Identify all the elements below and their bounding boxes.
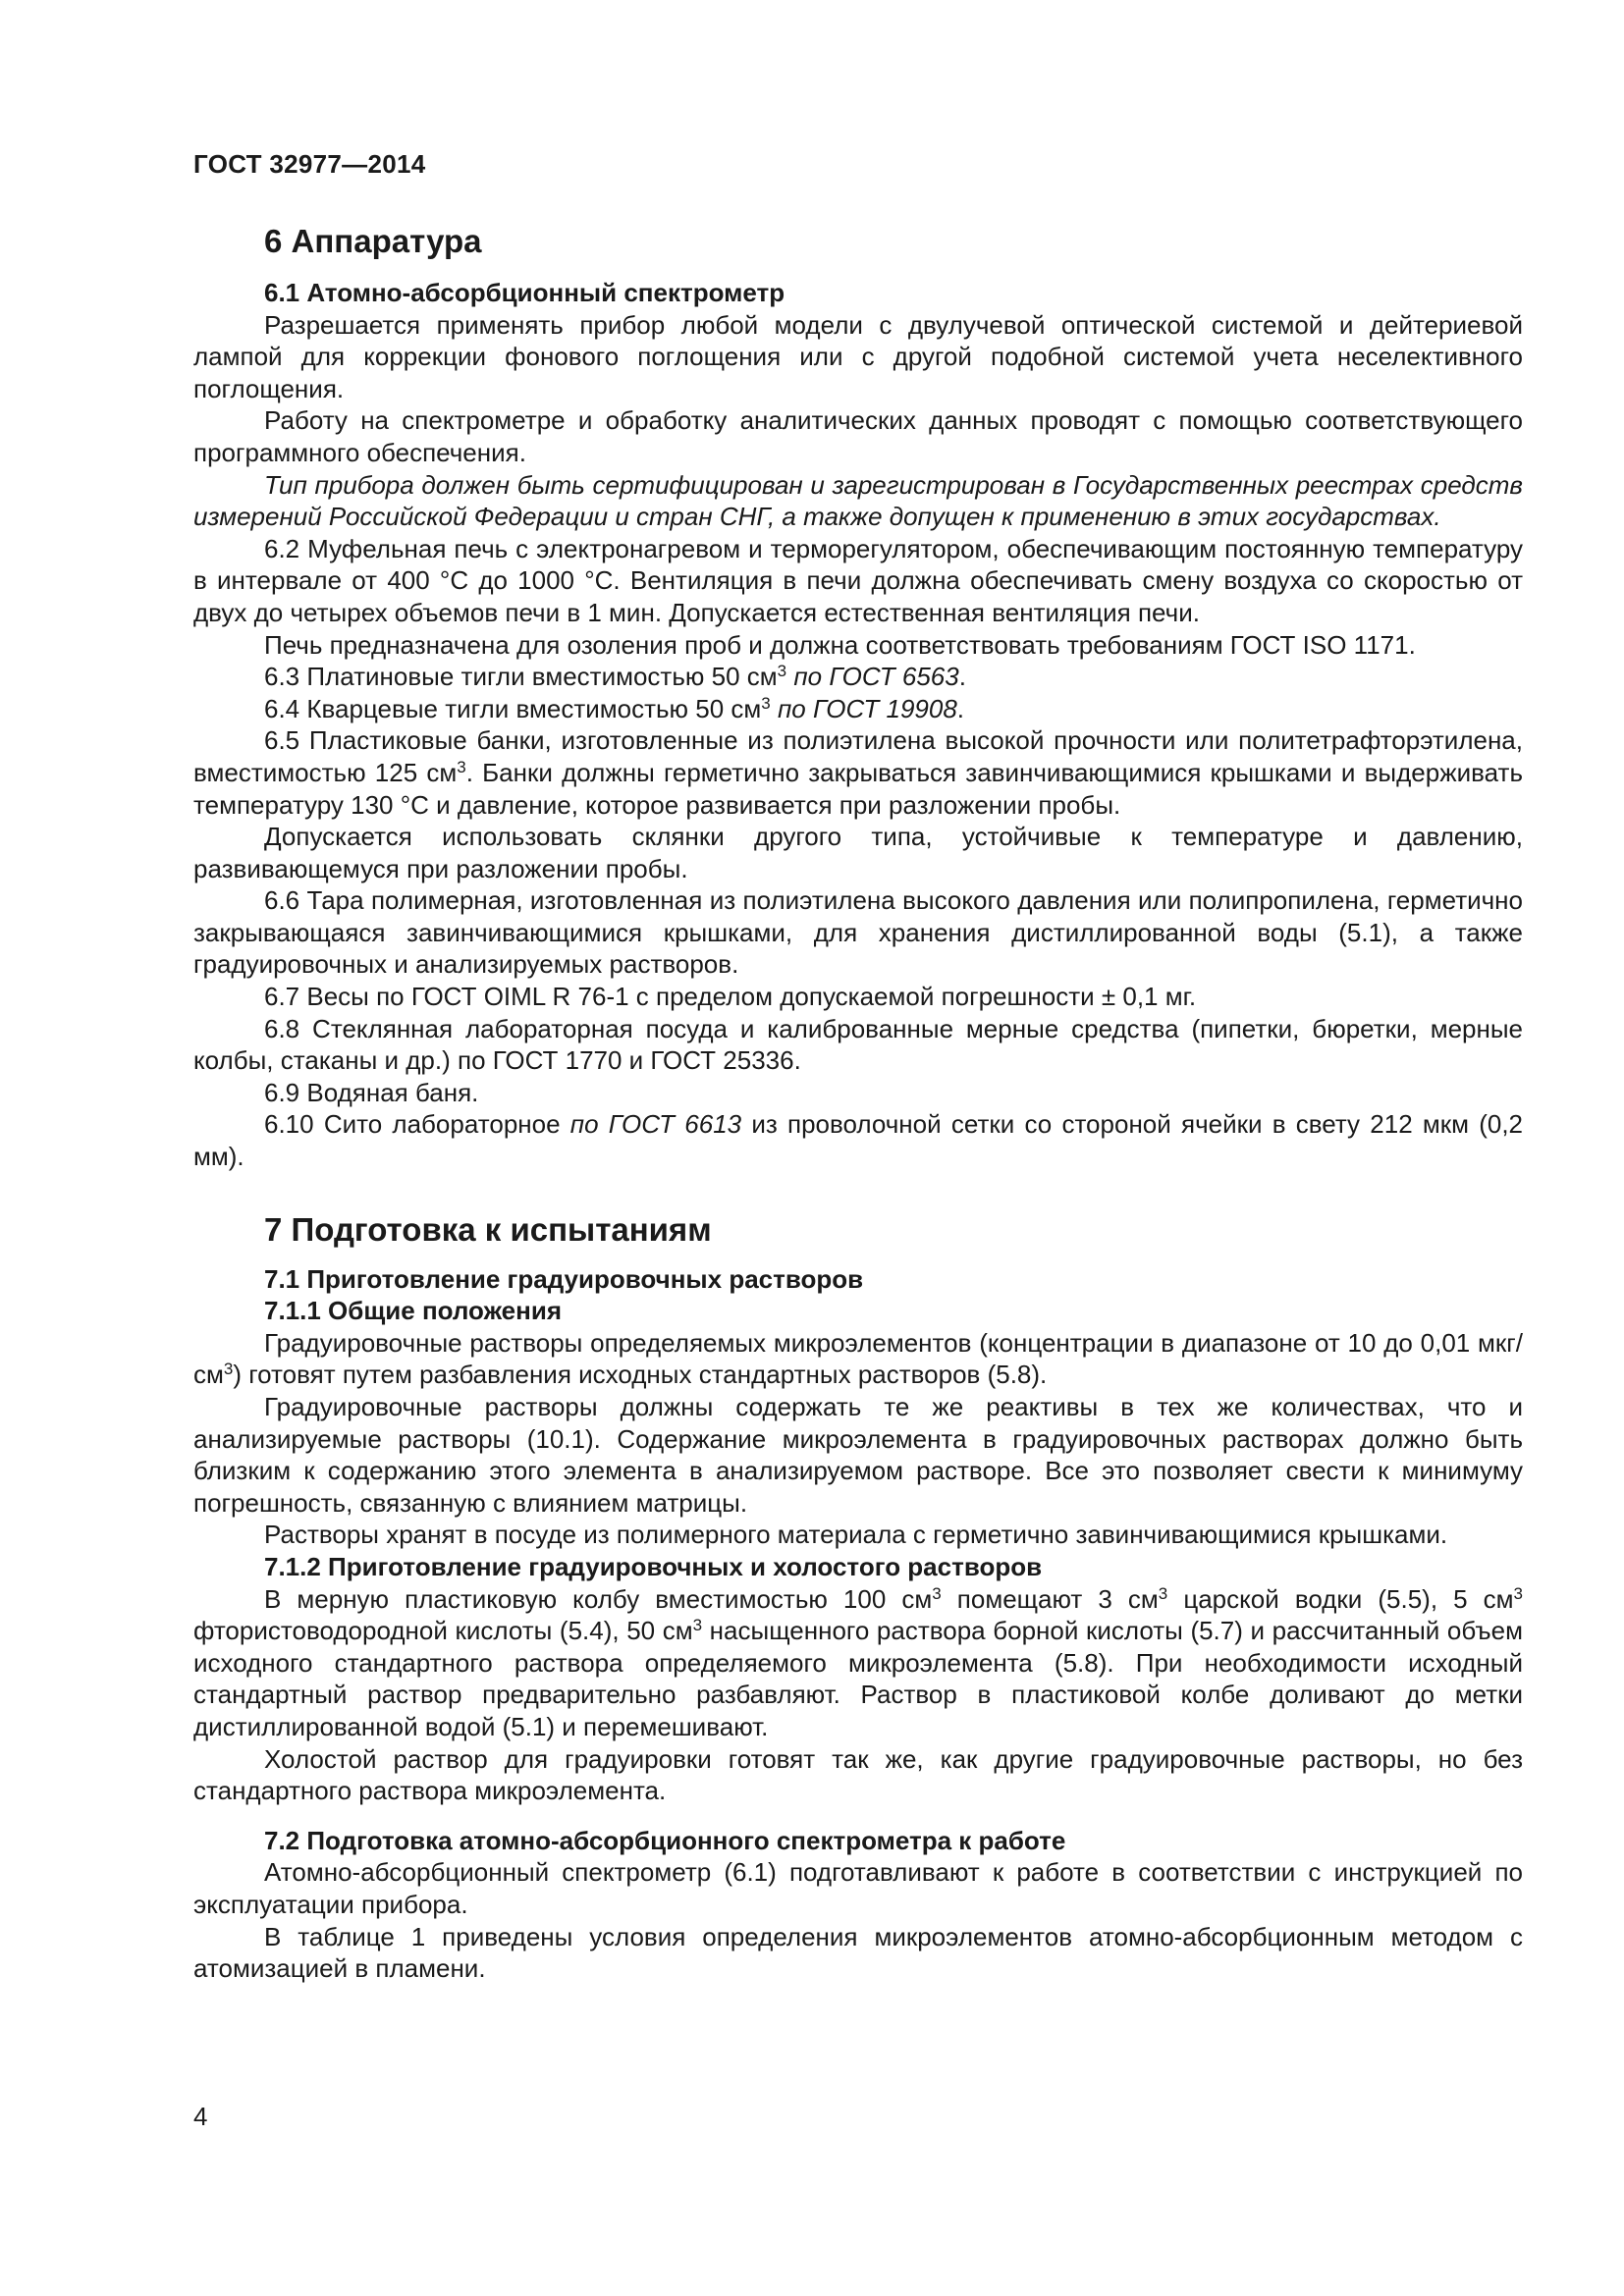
paragraph-6-1-c: Тип прибора должен быть сертифицирован и зарегистрирован в Государственных реестрах средств измерений Российской Федерации и стран СНГ, а также допущен к применению в этих государствах. — [193, 469, 1523, 532]
paragraph-6-1-a: Разрешается применять прибор любой модели с двулучевой оптической системой и дейтериевой лампой для коррекции фонового поглощения или с другой подобной системой учета неселективного поглощения. — [193, 309, 1523, 403]
subsection-6-1-title: 6.1 Атомно-абсорбционный спектрометр — [264, 278, 785, 307]
paragraph-6-4: 6.4 Кварцевые тигли вместимостью 50 $см^3$ по ГОСТ 19908. — [264, 693, 965, 723]
page-number: 4 — [193, 2102, 208, 2131]
paragraph-6-9: 6.9 Водяная баня. — [264, 1077, 479, 1107]
subsection-7-1-title: 7.1 Приготовление градуировочных растворов — [264, 1263, 864, 1294]
paragraph-6-10: 6.10 Сито лабораторное по ГОСТ 6613 из проволочной сетки со стороной ячейки в свету 212 мкм (0,2 мм). — [193, 1109, 1524, 1172]
document-body — [193, 222, 1523, 1985]
paragraph-6-2-b: Печь предназначена для озоления проб и должна соответствовать требованиям ГОСТ ISO 1171. — [264, 629, 1416, 660]
paragraph-7-2-b: В таблице 1 приведены условия определения микроэлементов атомно-абсорбционным методом с атомизацией в пламени. — [193, 1921, 1523, 1984]
paragraph-6-1-b: Работу на спектрометре и обработку аналитических данных проводят с помощью соответствующего программного обеспечения. — [193, 405, 1523, 467]
paragraph-7-1-1-a: Градуировочные растворы определяемых микроэлементов (концентрации в диапазоне от 10 до 0,01 мкг/$см^3$) готовят путем разбавления исходных стандартных растворов (5.8). — [193, 1327, 1523, 1390]
paragraph-7-1-1-c: Растворы хранят в посуде из полимерного материала с герметично завинчивающимися крышками. — [264, 1520, 1448, 1550]
subsection-7-2-title: 7.2 Подготовка атомно-абсорбционного спектрометра к работе — [264, 1825, 1066, 1855]
paragraph-6-5: 6.5 Пластиковые банки, изготовленные из полиэтилена высокой прочности или политетрафторэтилена, вместимостью 125 $см^3$. Банки должны герметично закрываться завинчивающимися крышками и выдерживать температуру 130 °С и давление, которое развивается при разложении пробы. — [193, 725, 1523, 820]
section-6-title: 6 Аппаратура — [264, 223, 482, 259]
paragraph-7-1-2-a: В мерную пластиковую колбу вместимостью 100 $см^3$ помещают 3 $см^3$ царской водки (5.5), 5 $см^3$ фтористоводородной кислоты (5.4), 50 $см^3$ насыщенного раствора борной кислоты (5.7) и рассчитанный объем исходного стандартного раствора определяемого микроэлемента (5.8). При необходимости исходный стандартный раствор предварительно разбавляют. Раствор в пластиковой колбе доливают до метки дистиллированной водой (5.1) и перемешивают. — [193, 1583, 1524, 1741]
paragraph-7-2-a: Атомно-абсорбционный спектрометр (6.1) подготавливают к работе в соответствии с инструкцией по эксплуатации прибора. — [193, 1857, 1523, 1919]
paragraph-6-8: 6.8 Стеклянная лабораторная посуда и калиброванные мерные средства (пипетки, бюретки, мерные колбы, стаканы и др.) по ГОСТ 1770 и ГОСТ 25336. — [193, 1013, 1523, 1076]
document-header: ГОСТ 32977—2014 — [193, 149, 426, 179]
subsection-7-1-2-title: 7.1.2 Приготовление градуировочных и холостого растворов — [264, 1551, 1043, 1581]
paragraph-7-1-1-b: Градуировочные растворы должны содержать те же реактивы в тех же количествах, что и анализируемые растворы (10.1). Содержание микроэлемента в градуировочных растворах должно быть близким к содержанию этого элемента в анализируемом растворе. Все это позволяет свести к минимуму погрешность, связанную с влиянием матрицы. — [193, 1392, 1523, 1518]
subsection-7-1-1-title: 7.1.1 Общие положения — [264, 1296, 562, 1326]
section-7-title: 7 Подготовка к испытаниям — [264, 1210, 712, 1248]
paragraph-6-5-b: Допускается использовать склянки другого типа, устойчивые к температуре и давлению, развивающемуся при разложении пробы. — [193, 822, 1523, 883]
paragraph-6-2-a: 6.2 Муфельная печь с электронагревом и терморегулятором, обеспечивающим постоянную температуру в интервале от 400 °С до 1000 °С. Вентиляция в печи должна обеспечивать смену воздуха со скоростью от двух до четырех объемов печи в 1 мин. Допускается естественная вентиляция печи. — [193, 533, 1523, 627]
paragraph-6-6: 6.6 Тара полимерная, изготовленная из полиэтилена высокого давления или полипропилена, герметично закрывающаяся завинчивающимися крышками, для хранения дистиллированной воды (5.1), а также градуировочных и анализируемых растворов. — [193, 885, 1523, 980]
paragraph-7-1-2-b: Холостой раствор для градуировки готовят так же, как другие градуировочные растворы, но без стандартного раствора микроэлемента. — [193, 1743, 1523, 1806]
paragraph-6-3: 6.3 Платиновые тигли вместимостью 50 $см^3$ по ГОСТ 6563. — [264, 662, 966, 692]
paragraph-6-7: 6.7 Весы по ГОСТ OIML R 76-1 с пределом допускаемой погрешности ± 0,1 мг. — [264, 982, 1197, 1012]
